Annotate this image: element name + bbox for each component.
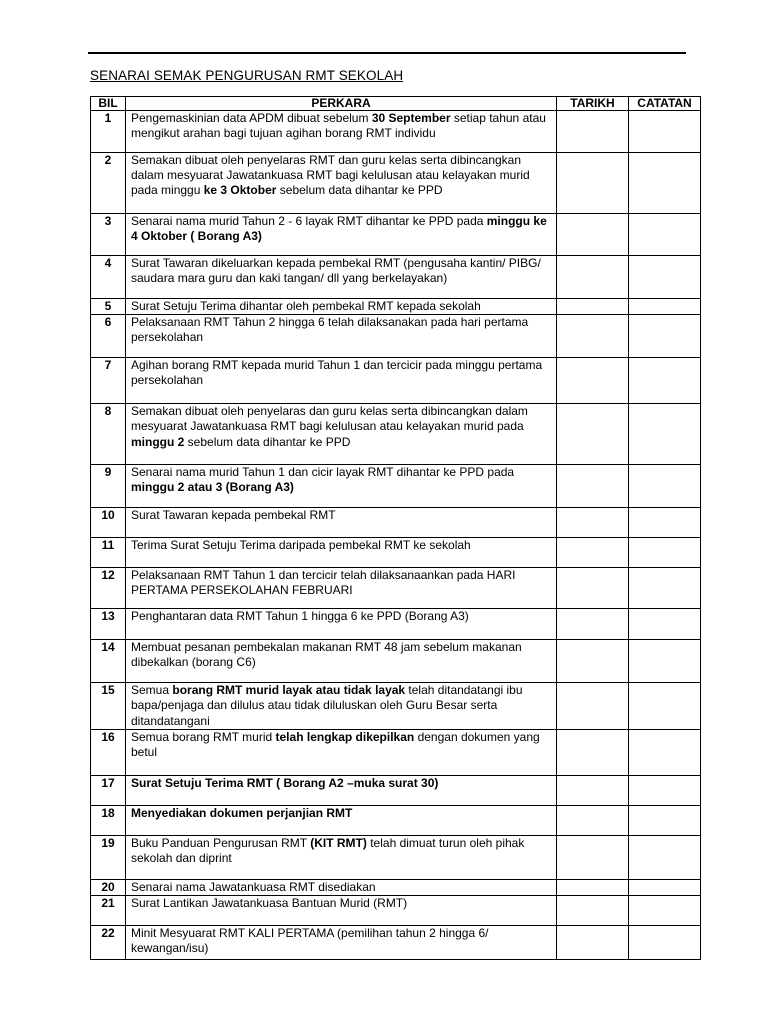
tarikh-cell xyxy=(557,508,629,538)
catatan-cell xyxy=(629,879,701,895)
table-row xyxy=(91,508,701,538)
table-row xyxy=(91,683,701,730)
tarikh-cell xyxy=(557,640,629,683)
catatan-cell xyxy=(629,111,701,153)
table-row xyxy=(91,111,701,153)
tarikh-cell xyxy=(557,315,629,358)
row-number: 15 xyxy=(91,683,126,730)
text-segment: Terima Surat Setuju Terima daripada pembekal RMT ke sekolah xyxy=(131,538,471,553)
catatan-cell xyxy=(629,926,701,960)
row-item-text xyxy=(126,835,557,879)
top-rule xyxy=(88,52,686,54)
catatan-cell xyxy=(629,508,701,538)
text-segment: Pelaksanaan RMT Tahun 2 hingga 6 telah dilaksanakan pada hari pertama persekolahan xyxy=(131,315,529,345)
row-item-text xyxy=(126,568,557,609)
catatan-cell xyxy=(629,153,701,214)
row-item-text xyxy=(126,214,557,256)
row-number: 19 xyxy=(91,835,126,879)
tarikh-cell xyxy=(557,111,629,153)
document-title: SENARAI SEMAK PENGURUSAN RMT SEKOLAH xyxy=(90,68,404,83)
tarikh-cell xyxy=(557,299,629,315)
row-number: 12 xyxy=(91,568,126,609)
bold-text-segment: minggu ke 4 Oktober ( Borang A3) xyxy=(131,214,547,244)
text-segment: Buku Panduan Pengurusan RMT xyxy=(131,835,311,850)
tarikh-cell xyxy=(557,465,629,508)
bold-text-segment: 30 September xyxy=(371,111,451,125)
table-row xyxy=(91,358,701,404)
row-number: 22 xyxy=(91,926,126,960)
row-item-text xyxy=(126,508,557,538)
bold-text-segment: ke 3 Oktober xyxy=(203,183,277,198)
bold-text-segment: (KIT RMT) xyxy=(310,835,367,850)
text-segment: Surat Tawaran dikeluarkan kepada pembekal RMT (pengusaha kantin/ PIBG/ saudara mara guru dan kaki tangan/ dll yang berkelayakan) xyxy=(131,256,541,286)
table-row xyxy=(91,879,701,895)
text-segment: Senarai nama murid Tahun 1 dan cicir layak RMT dihantar ke PPD pada xyxy=(131,465,515,480)
catatan-cell xyxy=(629,256,701,299)
row-number: 7 xyxy=(91,358,126,404)
text-segment: sebelum data dihantar ke PPD xyxy=(276,183,443,198)
table-row xyxy=(91,315,701,358)
tarikh-cell xyxy=(557,775,629,805)
row-item-text xyxy=(126,404,557,465)
header-perkara: PERKARA xyxy=(126,97,557,111)
tarikh-cell xyxy=(557,214,629,256)
bold-text-segment: telah lengkap dikepilkan xyxy=(275,729,415,744)
table-row xyxy=(91,404,701,465)
text-segment: Penghantaran data RMT Tahun 1 hingga 6 ke PPD (Borang A3) xyxy=(131,609,469,624)
row-item-text xyxy=(126,609,557,640)
text-segment: Semakan dibuat oleh penyelaras dan guru kelas serta dibincangkan dalam mesyuarat Jawatankuasa RMT bagi kelulusan atau kelayakan murid pada xyxy=(131,404,528,434)
catatan-cell xyxy=(629,640,701,683)
catatan-cell xyxy=(629,404,701,465)
table-row xyxy=(91,214,701,256)
row-item-text xyxy=(126,153,557,214)
text-segment: Surat Tawaran kepada pembekal RMT xyxy=(131,508,336,523)
table-row xyxy=(91,609,701,640)
text-segment: Pengemaskinian data APDM dibuat sebelum xyxy=(131,111,372,125)
row-number: 1 xyxy=(91,111,126,153)
row-number: 13 xyxy=(91,609,126,640)
text-segment: Surat Setuju Terima dihantar oleh pembekal RMT kepada sekolah xyxy=(131,299,481,313)
table-row xyxy=(91,835,701,879)
text-segment: Semakan dibuat oleh penyelaras RMT dan guru kelas serta dibincangkan dalam mesyuarat Jawatankuasa RMT bagi kelulusan atau kelayakan murid pada minggu xyxy=(131,153,530,198)
row-item-text xyxy=(126,358,557,404)
header-bil: BIL xyxy=(91,97,126,111)
row-item-text xyxy=(126,805,557,835)
row-item-text xyxy=(126,683,557,730)
table-row xyxy=(91,775,701,805)
row-number: 14 xyxy=(91,640,126,683)
tarikh-cell xyxy=(557,358,629,404)
table-row xyxy=(91,465,701,508)
table-row xyxy=(91,896,701,926)
text-segment: Membuat pesanan pembekalan makanan RMT 48 jam sebelum makanan dibekalkan (borang C6) xyxy=(131,640,522,670)
bold-text-segment: minggu 2 atau 3 (Borang A3) xyxy=(131,480,294,495)
bold-text-segment: Menyediakan dokumen perjanjian RMT xyxy=(131,805,353,820)
row-number: 17 xyxy=(91,775,126,805)
text-segment: Pelaksanaan RMT Tahun 1 dan tercicir telah dilaksanaankan pada HARI PERTAMA PERSEKOLAHAN FEBRUARI xyxy=(131,568,516,598)
catatan-cell xyxy=(629,214,701,256)
tarikh-cell xyxy=(557,879,629,895)
catatan-cell xyxy=(629,609,701,640)
row-number: 8 xyxy=(91,404,126,465)
text-segment: Senarai nama Jawatankuasa RMT disediakan xyxy=(131,879,376,894)
row-number: 4 xyxy=(91,256,126,299)
row-number: 3 xyxy=(91,214,126,256)
text-segment: Agihan borang RMT kepada murid Tahun 1 dan tercicir pada minggu pertama persekolahan xyxy=(131,358,543,388)
bold-text-segment: borang RMT murid layak atau tidak layak xyxy=(172,683,406,698)
table-row xyxy=(91,538,701,568)
row-number: 9 xyxy=(91,465,126,508)
table-row xyxy=(91,926,701,960)
catatan-cell xyxy=(629,896,701,926)
tarikh-cell xyxy=(557,926,629,960)
table-row xyxy=(91,805,701,835)
catatan-cell xyxy=(629,805,701,835)
table-row xyxy=(91,256,701,299)
text-segment: telah ditandatangi ibu bapa/penjaga dan dilulus atau tidak diluluskan oleh Guru Besar serta ditandatangani xyxy=(131,683,523,728)
row-item-text xyxy=(126,775,557,805)
tarikh-cell xyxy=(557,835,629,879)
table-row xyxy=(91,568,701,609)
catatan-cell xyxy=(629,538,701,568)
header-catatan: CATATAN xyxy=(629,97,701,111)
row-item-text xyxy=(126,640,557,683)
checklist-body xyxy=(91,111,701,960)
tarikh-cell xyxy=(557,896,629,926)
header-tarikh: TARIKH xyxy=(557,97,629,111)
table-row xyxy=(91,299,701,315)
row-item-text xyxy=(126,111,557,153)
row-item-text xyxy=(126,256,557,299)
text-segment: Surat Lantikan Jawatankuasa Bantuan Murid (RMT) xyxy=(131,896,408,911)
row-number: 16 xyxy=(91,729,126,775)
tarikh-cell xyxy=(557,568,629,609)
row-number: 18 xyxy=(91,805,126,835)
text-segment: Minit Mesyuarat RMT KALI PERTAMA (pemilihan tahun 2 hingga 6/ kewangan/isu) xyxy=(131,926,489,956)
row-number: 5 xyxy=(91,299,126,315)
tarikh-cell xyxy=(557,404,629,465)
row-item-text xyxy=(126,879,557,895)
tarikh-cell xyxy=(557,683,629,730)
row-item-text xyxy=(126,465,557,508)
text-segment: dengan dokumen yang betul xyxy=(131,729,540,760)
tarikh-cell xyxy=(557,538,629,568)
text-segment: telah dimuat turun oleh pihak sekolah dan diprint xyxy=(131,835,525,866)
tarikh-cell xyxy=(557,609,629,640)
text-segment: sebelum data dihantar ke PPD xyxy=(184,434,351,449)
row-number: 6 xyxy=(91,315,126,358)
bold-text-segment: minggu 2 xyxy=(131,434,185,449)
catatan-cell xyxy=(629,729,701,775)
tarikh-cell xyxy=(557,729,629,775)
text-segment: setiap tahun atau mengikut arahan bagi tujuan agihan borang RMT individu xyxy=(131,111,546,141)
catatan-cell xyxy=(629,683,701,730)
text-segment: Semua xyxy=(131,683,173,698)
table-row xyxy=(91,153,701,214)
row-item-text xyxy=(126,729,557,775)
table-row xyxy=(91,729,701,775)
tarikh-cell xyxy=(557,256,629,299)
catatan-cell xyxy=(629,775,701,805)
catatan-cell xyxy=(629,465,701,508)
row-number: 2 xyxy=(91,153,126,214)
row-item-text xyxy=(126,926,557,960)
checklist-table xyxy=(90,96,701,960)
header-row xyxy=(91,97,701,111)
catatan-cell xyxy=(629,299,701,315)
bold-text-segment: Surat Setuju Terima RMT ( Borang A2 –muka surat 30) xyxy=(131,775,439,790)
row-item-text xyxy=(126,538,557,568)
catatan-cell xyxy=(629,835,701,879)
text-segment: Senarai nama murid Tahun 2 - 6 layak RMT dihantar ke PPD pada xyxy=(131,214,487,228)
text-segment: Semua borang RMT murid xyxy=(131,729,276,744)
catatan-cell xyxy=(629,315,701,358)
catatan-cell xyxy=(629,358,701,404)
row-item-text xyxy=(126,896,557,926)
row-item-text xyxy=(126,315,557,358)
table-row xyxy=(91,640,701,683)
row-item-text xyxy=(126,299,557,315)
row-number: 20 xyxy=(91,879,126,895)
catatan-cell xyxy=(629,568,701,609)
row-number: 11 xyxy=(91,538,126,568)
tarikh-cell xyxy=(557,153,629,214)
row-number: 10 xyxy=(91,508,126,538)
tarikh-cell xyxy=(557,805,629,835)
row-number: 21 xyxy=(91,896,126,926)
